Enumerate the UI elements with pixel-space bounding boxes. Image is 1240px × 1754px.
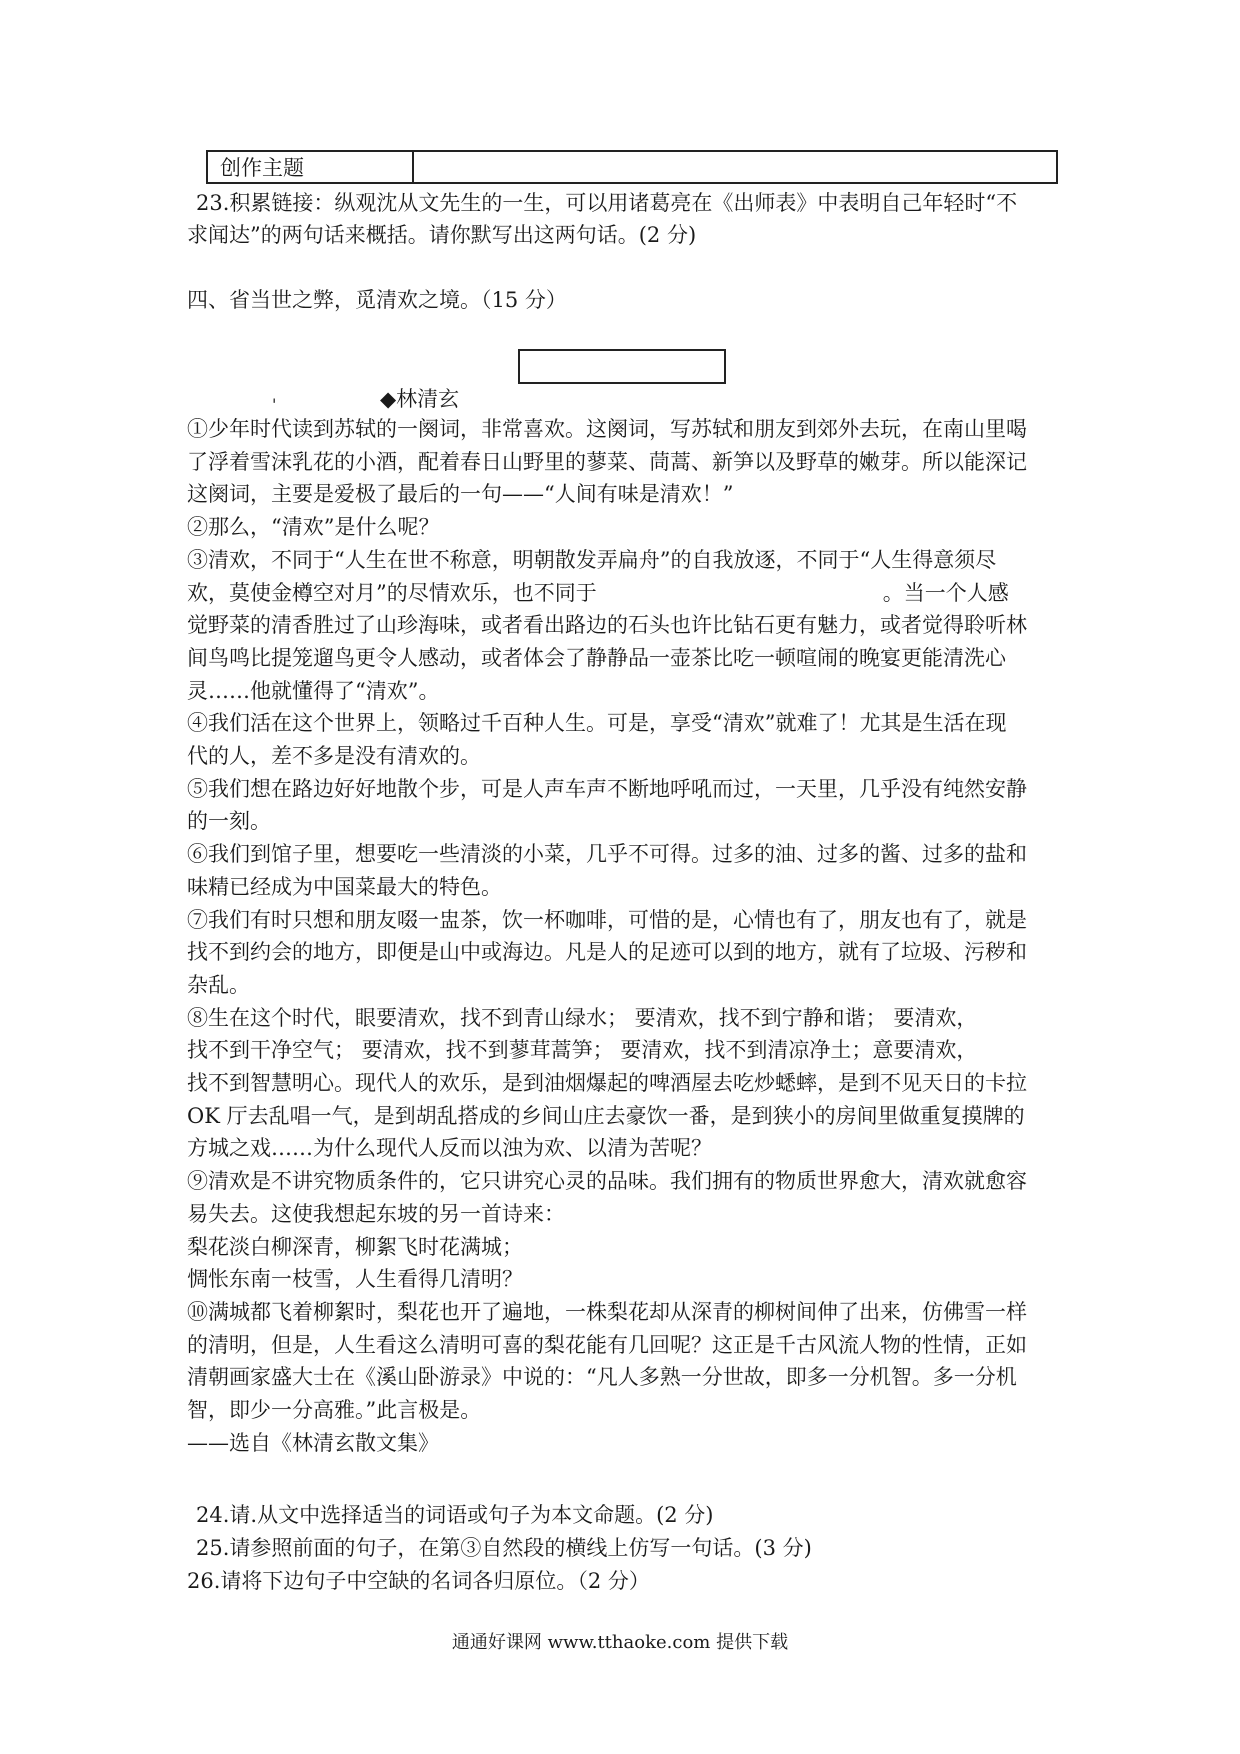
article-line: ——选自《林清玄散文集》 — [187, 1430, 439, 1455]
article-line: ⑧生在这个时代，眼要清欢，找不到青山绿水； 要清欢，找不到宁静和谐； 要清欢， — [187, 1005, 978, 1030]
article-line: 觉野菜的清香胜过了山珍海味，或者看出路边的石头也许比钻石更有魅力，或者觉得聆听林 — [187, 613, 1027, 638]
question-26: 26.请将下边句子中空缺的名词各归原位。（2 分） — [187, 1569, 650, 1593]
article-line: ③清欢，不同于“人生在世不称意，明朝散发弄扁舟”的自我放逐，不同于“人生得意须尽 — [187, 547, 997, 572]
article-line: ②那么，“清欢”是什么呢？ — [187, 515, 440, 540]
article-line: 易失去。这使我想起东坡的另一首诗来： — [187, 1201, 565, 1226]
article-line: ⑦我们有时只想和朋友啜一盅茶，饮一杯咖啡，可惜的是，心情也有了，朋友也有了，就是 — [187, 907, 1027, 932]
article-line: 间鸟鸣比提笼遛鸟更令人感动，或者体会了静静品一壶茶比吃一顿喧闹的晚宴更能清洗心 — [187, 645, 1006, 670]
article-line: ①少年时代读到苏轼的一阕词，非常喜欢。这阕词，写苏轼和朋友到郊外去玩，在南山里喝 — [187, 417, 1027, 441]
question-24: 24.请.从文中选择适当的词语或句子为本文命题。(2 分) — [196, 1503, 714, 1527]
article-line: 的清明，但是，人生看这么清明可喜的梨花能有几回呢？这正是千古风流人物的性情，正如 — [187, 1332, 1027, 1357]
theme-label-cell: 创作主题 — [207, 151, 413, 183]
article-line: 找不到智慧明心。现代人的欢乐，是到油烟爆起的啤酒屋去吃炒蟋蟀，是到不见天日的卡拉 — [187, 1071, 1027, 1095]
article-line: 梨花淡白柳深青，柳絮飞时花满城； — [187, 1234, 523, 1259]
article-line: 的一刻。 — [187, 809, 271, 834]
article-line: 找不到约会的地方，即便是山中或海边。凡是人的足迹可以到的地方，就有了垃圾、污秽和 — [187, 940, 1027, 965]
article-line: 代的人，差不多是没有清欢的。 — [187, 744, 481, 768]
p3-text-before-blank: 欢，莫使金樽空对月”的尽情欢乐，也不同于 — [187, 580, 597, 605]
footer-credit: 通通好课网 www.tthaoke.com 提供下载 — [451, 1632, 789, 1653]
article-line: 了浮着雪沫乳花的小酒，配着春日山野里的蓼菜、茼蒿、新笋以及野草的嫩芽。所以能深记 — [187, 449, 1027, 474]
article-line: 惆怅东南一枝雪，人生看得几清明？ — [187, 1267, 523, 1292]
article-author: ◆林清玄 — [380, 387, 460, 411]
theme-answer-cell[interactable] — [413, 151, 1057, 183]
article-line: 这阕词，主要是爱极了最后的一句——“人间有味是清欢！” — [187, 482, 734, 507]
p3-text-after-blank: 。当一个人感 — [882, 580, 1009, 605]
article-line: 杂乱。 — [187, 972, 250, 997]
section-heading: 四、省当世之弊，觅清欢之境。（15 分） — [187, 288, 567, 312]
article-title-box[interactable] — [518, 349, 726, 384]
article-line: ⑤我们想在路边好好地散个步，可是人声车声不断地呼吼而过，一天里，几乎没有纯然安静 — [187, 776, 1027, 801]
q23-line2: 求闻达”的两句话来概括。请你默写出这两句话。(2 分) — [187, 223, 697, 247]
q23-line1: 23.积累链接：纵观沈从文先生的一生，可以用诸葛亮在《出师表》中表明自己年轻时“不 — [196, 191, 1018, 215]
stray-mark: ' — [272, 395, 277, 414]
article-line: 智，即少一分高雅。”此言极是。 — [187, 1398, 482, 1422]
article-line: ④我们活在这个世界上，领略过千百种人生。可是，享受“清欢”就难了！尤其是生活在现 — [187, 711, 1007, 736]
article-line: 清朝画家盛大士在《溪山卧游录》中说的：“凡人多熟一分世故，即多一分机智。多一分机 — [187, 1365, 1017, 1390]
article-line: 找不到干净空气； 要清欢，找不到蓼茸蒿笋； 要清欢，找不到清凉净土；意要清欢， — [187, 1038, 978, 1063]
article-line: 灵……他就懂得了“清欢”。 — [187, 678, 440, 703]
article-line: ⑥我们到馆子里，想要吃一些清淡的小菜，几乎不可得。过多的油、过多的酱、过多的盐和 — [187, 842, 1027, 867]
article-line: OK 厅去乱唱一气，是到胡乱搭成的乡间山庄去豪饮一番，是到狭小的房间里做重复摸牌的 — [187, 1103, 1025, 1128]
article-line: ⑩满城都飞着柳絮时，梨花也开了遍地，一株梨花却从深青的柳树间伸了出来，仿佛雪一样 — [187, 1299, 1027, 1324]
article-line: 味精已经成为中国菜最大的特色。 — [187, 874, 502, 899]
article-line-with-blank — [187, 578, 1009, 608]
question-25: 25.请参照前面的句子，在第③自然段的横线上仿写一句话。(3 分) — [196, 1536, 812, 1560]
article-line: ⑨清欢是不讲究物质条件的，它只讲究心灵的品味。我们拥有的物质世界愈大，清欢就愈容 — [187, 1169, 1027, 1194]
article-line: 方城之戏……为什么现代人反而以浊为欢、以清为苦呢？ — [187, 1136, 712, 1161]
theme-table — [206, 150, 1058, 184]
